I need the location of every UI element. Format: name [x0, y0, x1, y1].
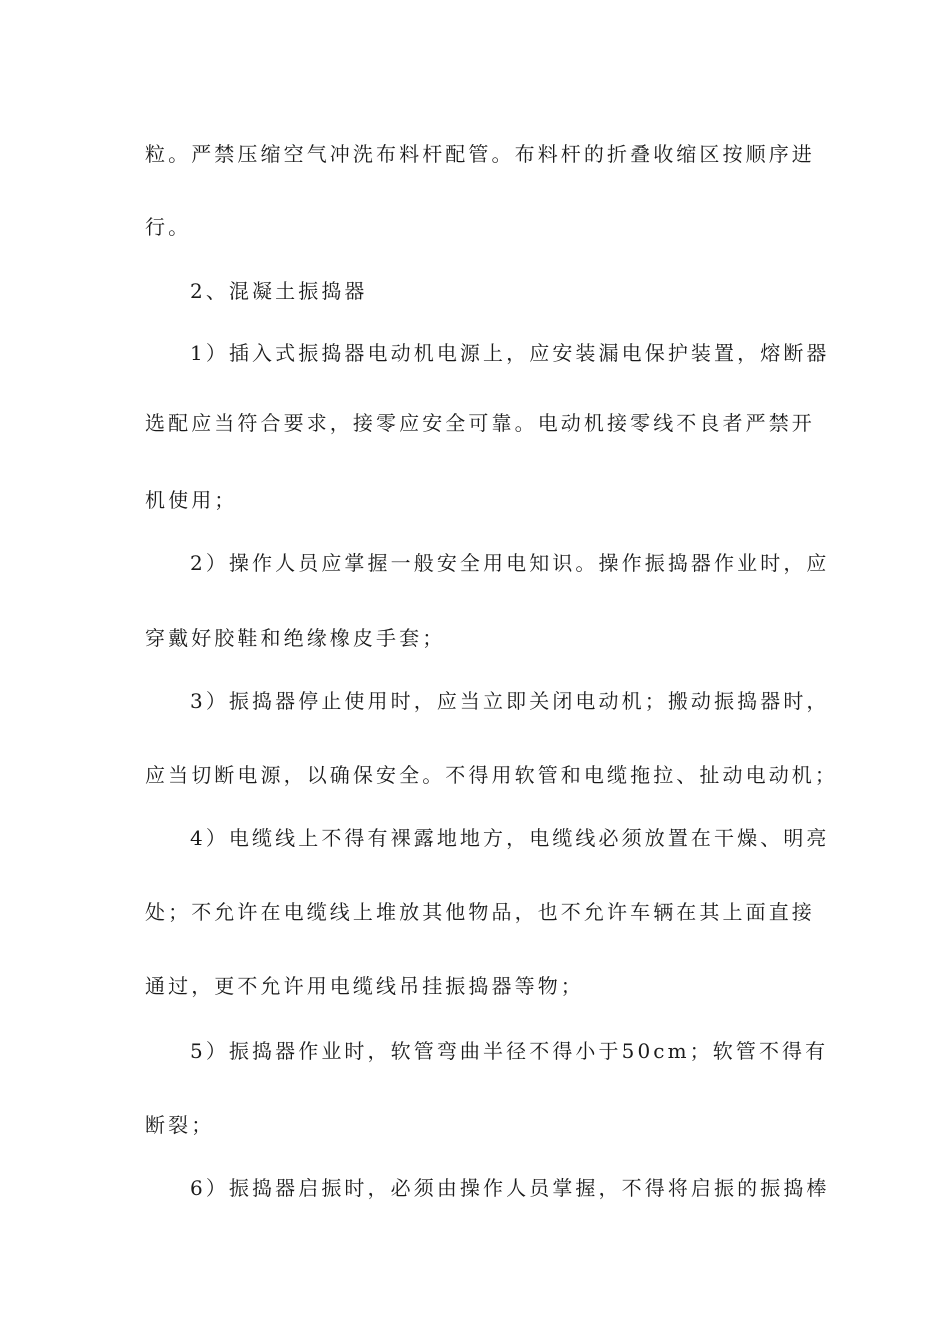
- text-line-6: 机使用；: [145, 488, 238, 512]
- text-line-1: 粒。严禁压缩空气冲洗布料杆配管。布料杆的折叠收缩区按顺序进: [145, 142, 815, 166]
- text-line-16: 6）振捣器启振时，必须由操作人员掌握，不得将启振的振捣棒: [190, 1176, 830, 1200]
- text-line-11: 4）电缆线上不得有裸露地地方，电缆线必须放置在干燥、明亮: [190, 826, 830, 850]
- text-line-14: 5）振捣器作业时，软管弯曲半径不得小于50cm；软管不得有: [190, 1039, 829, 1063]
- text-line-2: 行。: [145, 215, 192, 239]
- text-line-15: 断裂；: [145, 1113, 215, 1137]
- section-heading: 2、混凝土振捣器: [190, 279, 368, 303]
- text-line-5: 选配应当符合要求，接零应安全可靠。电动机接零线不良者严禁开: [145, 411, 815, 435]
- text-line-9: 3）振捣器停止使用时，应当立即关闭电动机；搬动振捣器时，: [190, 689, 830, 713]
- text-line-13: 通过，更不允许用电缆线吊挂振捣器等物；: [145, 974, 584, 998]
- text-line-8: 穿戴好胶鞋和绝缘橡皮手套；: [145, 626, 446, 650]
- text-line-7: 2）操作人员应掌握一般安全用电知识。操作振捣器作业时，应: [190, 551, 830, 575]
- text-line-10: 应当切断电源，以确保安全。不得用软管和电缆拖拉、扯动电动机；: [145, 763, 838, 787]
- text-line-4: 1）插入式振捣器电动机电源上，应安装漏电保护装置，熔断器: [190, 341, 830, 365]
- text-line-12: 处；不允许在电缆线上堆放其他物品，也不允许车辆在其上面直接: [145, 900, 815, 924]
